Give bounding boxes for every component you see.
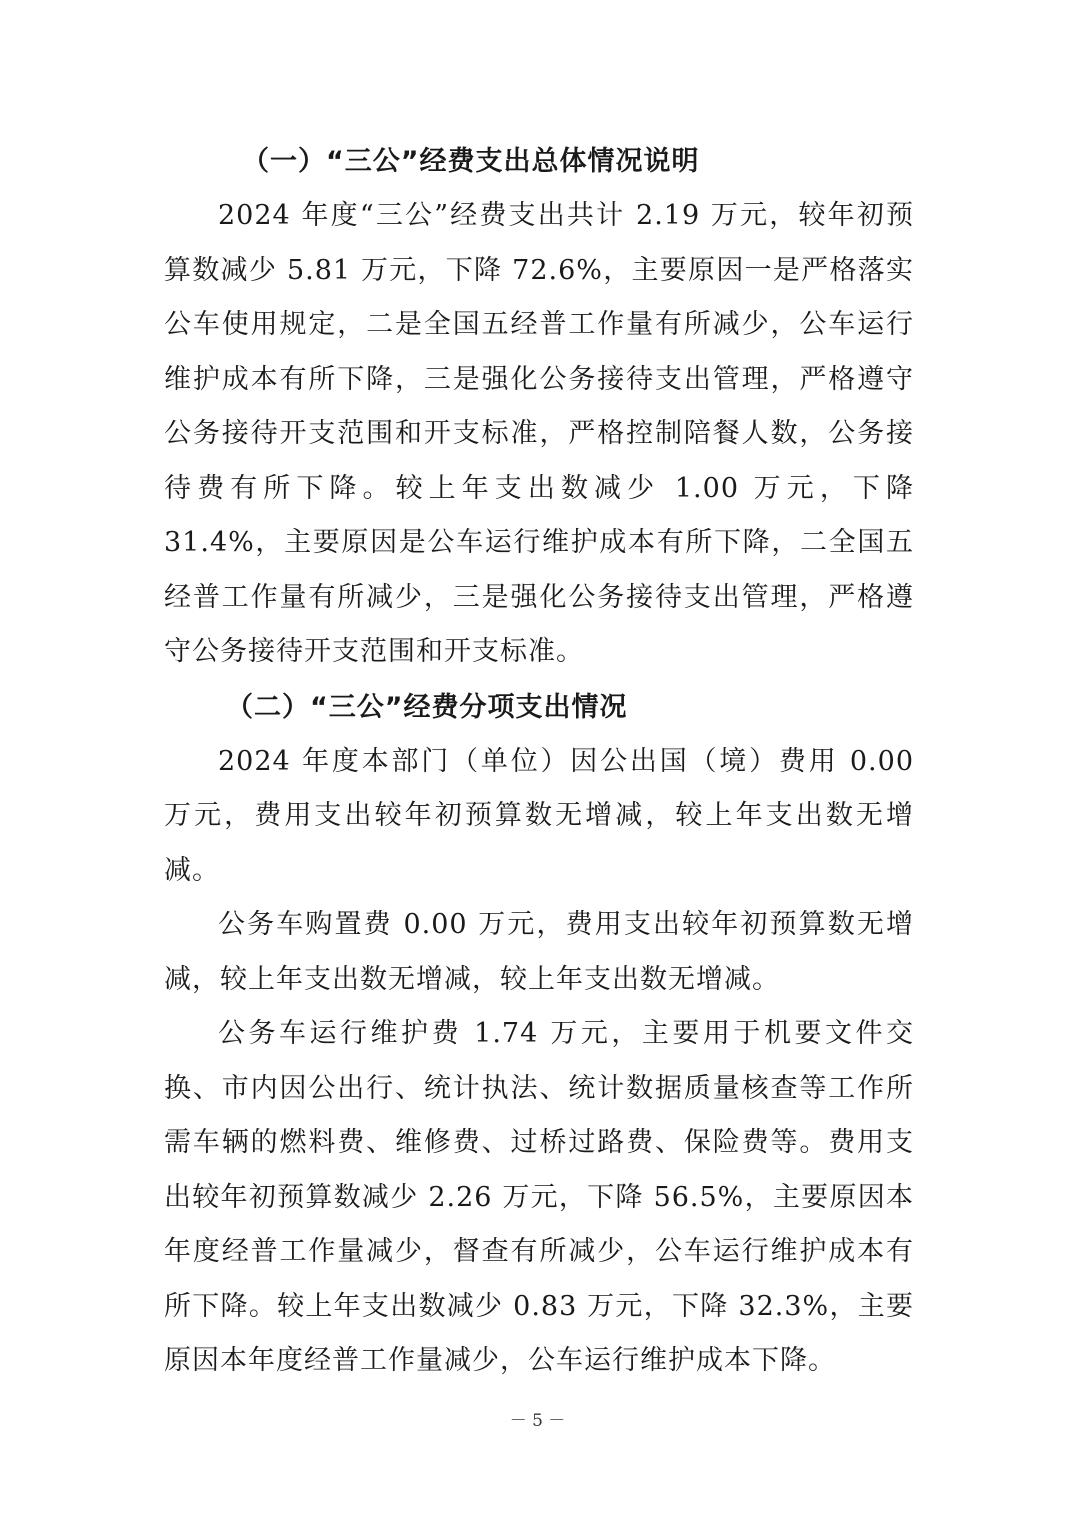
paragraph-overseas-travel: 2024 年度本部门（单位）因公出国（境）费用 0.00 万元，费用支出较年初预算数无增减，较上年支出数无增减。 [164,745,914,886]
document-body [164,134,914,1389]
paragraph-vehicle-purchase: 公务车购置费 0.00 万元，费用支出较年初预算数无增减，较上年支出数无增减，较上年支出数无增减。 [164,909,914,995]
paragraph-vehicle-maintenance: 公务车运行维护费 1.74 万元，主要用于机要文件交换、市内因公出行、统计执法、统计数据质量核查等工作所需车辆的燃料费、维修费、过桥过路费、保险费等。费用支出较年初预算数减少 2.26 万元，下降 56.5%，主要原因本年度经普工作量减少，督查有所减少，公车运行维护成本有所下降。较上年支出数减少 0.83 万元，下降 32.3%，主要原因本年度经普工作量减少，公车运行维护成本下降。 [164,1018,914,1376]
section-heading-overall: （一）“三公”经费支出总体情况说明 [242,146,700,177]
section-heading-itemized: （二）“三公”经费分项支出情况 [226,691,628,723]
page-number: － 5 － [509,1411,566,1431]
paragraph-overall: 2024 年度“三公”经费支出共计 2.19 万元，较年初预算数减少 5.81 万元，下降 72.6%，主要原因一是严格落实公车使用规定，二是全国五经普工作量有所减少，公车运行维护成本有所下降，三是强化公务接待支出管理，严格遵守公务接待开支范围和开支标准，严格控制陪餐人数，公务接待费有所下降。较上年支出数减少 1.00 万元，下降 31.4%，主要原因是公车运行维护成本有所下降，二全国五经普工作量有所减少，三是强化公务接待支出管理，严格遵守公务接待开支范围和开支标准。 [164,200,914,667]
